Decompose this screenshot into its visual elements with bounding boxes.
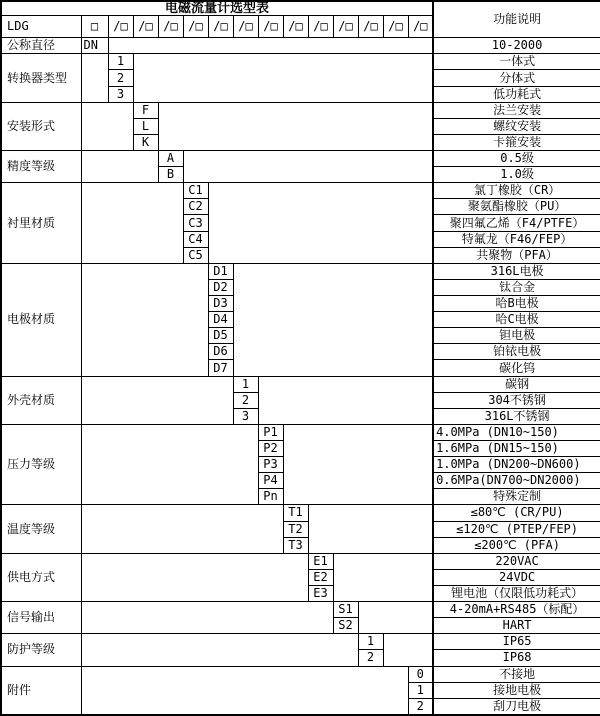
- group-function: ≤120℃ (PTEP/FEP): [433, 521, 600, 537]
- group-code: 3: [108, 86, 133, 102]
- filler-cell: [333, 553, 433, 601]
- group-code: E1: [308, 553, 333, 569]
- group-function: IP68: [433, 650, 600, 666]
- dn-function: 10-2000: [433, 38, 600, 54]
- group-code: A: [158, 151, 183, 167]
- group-code: 2: [108, 70, 133, 86]
- group-function: 接地电极: [433, 682, 600, 698]
- group-code: S1: [333, 602, 358, 618]
- group-code: D7: [208, 360, 233, 376]
- group-function: 铂铱电极: [433, 344, 600, 360]
- group-function: 316L不锈钢: [433, 408, 600, 424]
- filler-cell: [81, 151, 158, 183]
- group-function: 1.6MPa (DN15~150): [433, 441, 600, 457]
- filler-cell: [183, 151, 433, 183]
- filler-cell: [81, 102, 133, 150]
- group-function: 一体式: [433, 54, 600, 70]
- group-label: 供电方式: [1, 553, 81, 601]
- group-function: 1.0级: [433, 167, 600, 183]
- group-function: ≤200℃ (PFA): [433, 537, 600, 553]
- group-code: C3: [183, 215, 208, 231]
- group-code: P1: [258, 424, 283, 440]
- model-slash-box: /□: [283, 16, 308, 38]
- group-function: 低功耗式: [433, 86, 600, 102]
- group-label: 衬里材质: [1, 183, 81, 264]
- group-function: 4.0MPa (DN10~150): [433, 424, 600, 440]
- model-slash-box: /□: [308, 16, 333, 38]
- filler-cell: [81, 376, 233, 424]
- model-slash-box: /□: [208, 16, 233, 38]
- group-function: 分体式: [433, 70, 600, 86]
- group-function: 碳钢: [433, 376, 600, 392]
- group-code: 1: [358, 634, 383, 650]
- group-function: ≤80℃ (CR/PU): [433, 505, 600, 521]
- group-code: K: [133, 134, 158, 150]
- group-code: D6: [208, 344, 233, 360]
- model-slash-box: /□: [258, 16, 283, 38]
- group-function: 钽电极: [433, 328, 600, 344]
- group-label: 精度等级: [1, 151, 81, 183]
- group-function: IP65: [433, 634, 600, 650]
- model-slash-box: /□: [183, 16, 208, 38]
- group-code: L: [133, 118, 158, 134]
- group-code: 0: [408, 666, 433, 682]
- model-slash-box: /□: [108, 16, 133, 38]
- filler-cell: [383, 634, 433, 666]
- group-code: 2: [358, 650, 383, 666]
- group-code: D5: [208, 328, 233, 344]
- group-label: 温度等级: [1, 505, 81, 553]
- model-slash-box: /□: [233, 16, 258, 38]
- filler-cell: [81, 505, 283, 553]
- group-function: 螺纹安装: [433, 118, 600, 134]
- group-code: E2: [308, 569, 333, 585]
- group-label: 防护等级: [1, 634, 81, 666]
- group-code: 1: [233, 376, 258, 392]
- group-function: 220VAC: [433, 553, 600, 569]
- filler-cell: [108, 38, 433, 54]
- group-function: 哈B电极: [433, 296, 600, 312]
- filler-cell: [233, 263, 433, 376]
- group-function: 4-20mA+RS485（标配）: [433, 602, 600, 618]
- group-code: E3: [308, 585, 333, 601]
- dn-code: DN: [81, 38, 108, 54]
- group-code: P4: [258, 473, 283, 489]
- dn-label: 公称直径: [1, 38, 81, 54]
- group-function: 钛合金: [433, 279, 600, 295]
- filler-cell: [208, 183, 433, 264]
- group-label: 电极材质: [1, 263, 81, 376]
- group-code: 1: [108, 54, 133, 70]
- group-label: 压力等级: [1, 424, 81, 505]
- model-slash-box: /□: [408, 16, 433, 38]
- filler-cell: [158, 102, 433, 150]
- group-code: S2: [333, 618, 358, 634]
- group-function: 0.6MPa(DN700~DN2000): [433, 473, 600, 489]
- group-code: 2: [233, 392, 258, 408]
- filler-cell: [81, 424, 258, 505]
- group-function: 共聚物（PFA）: [433, 247, 600, 263]
- group-function: 特氟龙（F46/FEP）: [433, 231, 600, 247]
- group-label: 安装形式: [1, 102, 81, 150]
- model-slash-box: /□: [383, 16, 408, 38]
- filler-cell: [283, 424, 433, 505]
- group-function: 氯丁橡胶（CR）: [433, 183, 600, 199]
- group-code: T2: [283, 521, 308, 537]
- group-code: D2: [208, 279, 233, 295]
- filler-cell: [133, 54, 433, 102]
- group-label: 转换器类型: [1, 54, 81, 102]
- group-function: 0.5级: [433, 151, 600, 167]
- group-function: 特殊定制: [433, 489, 600, 505]
- group-code: D1: [208, 263, 233, 279]
- filler-cell: [81, 54, 108, 102]
- group-code: Pn: [258, 489, 283, 505]
- table-title: 电磁流量计选型表: [1, 1, 433, 16]
- group-function: 聚氨酯橡胶（PU）: [433, 199, 600, 215]
- group-code: 2: [408, 698, 433, 715]
- model-prefix: LDG: [1, 16, 81, 38]
- group-function: 碳化钨: [433, 360, 600, 376]
- group-code: T1: [283, 505, 308, 521]
- filler-cell: [81, 666, 408, 715]
- group-code: P2: [258, 441, 283, 457]
- group-function: 不接地: [433, 666, 600, 682]
- group-code: 3: [233, 408, 258, 424]
- group-function: 哈C电极: [433, 312, 600, 328]
- group-code: C2: [183, 199, 208, 215]
- group-label: 信号输出: [1, 602, 81, 634]
- group-code: T3: [283, 537, 308, 553]
- group-function: 304不锈钢: [433, 392, 600, 408]
- filler-cell: [81, 634, 358, 666]
- group-function: 316L电极: [433, 263, 600, 279]
- group-function: 锂电池（仅限低功耗式）: [433, 585, 600, 601]
- group-code: D4: [208, 312, 233, 328]
- model-slash-box: /□: [333, 16, 358, 38]
- filler-cell: [308, 505, 433, 553]
- group-label: 附件: [1, 666, 81, 715]
- filler-cell: [81, 183, 183, 264]
- filler-cell: [81, 602, 333, 634]
- group-code: P3: [258, 457, 283, 473]
- group-label: 外壳材质: [1, 376, 81, 424]
- filler-cell: [81, 553, 308, 601]
- group-code: C5: [183, 247, 208, 263]
- function-column-header: 功能说明: [433, 1, 600, 38]
- group-code: F: [133, 102, 158, 118]
- group-code: C1: [183, 183, 208, 199]
- group-function: 聚四氟乙烯（F4/PTFE）: [433, 215, 600, 231]
- group-code: C4: [183, 231, 208, 247]
- group-code: D3: [208, 296, 233, 312]
- filler-cell: [358, 602, 433, 634]
- filler-cell: [81, 263, 208, 376]
- model-slash-box: /□: [158, 16, 183, 38]
- group-function: 法兰安装: [433, 102, 600, 118]
- group-code: 1: [408, 682, 433, 698]
- group-function: 24VDC: [433, 569, 600, 585]
- group-function: 卡箍安装: [433, 134, 600, 150]
- group-function: 1.0MPa (DN200~DN600): [433, 457, 600, 473]
- filler-cell: [258, 376, 433, 424]
- model-slash-box: /□: [358, 16, 383, 38]
- group-function: 刮刀电极: [433, 698, 600, 715]
- model-slash-box: /□: [133, 16, 158, 38]
- group-code: B: [158, 167, 183, 183]
- group-function: HART: [433, 618, 600, 634]
- model-box: □: [81, 16, 108, 38]
